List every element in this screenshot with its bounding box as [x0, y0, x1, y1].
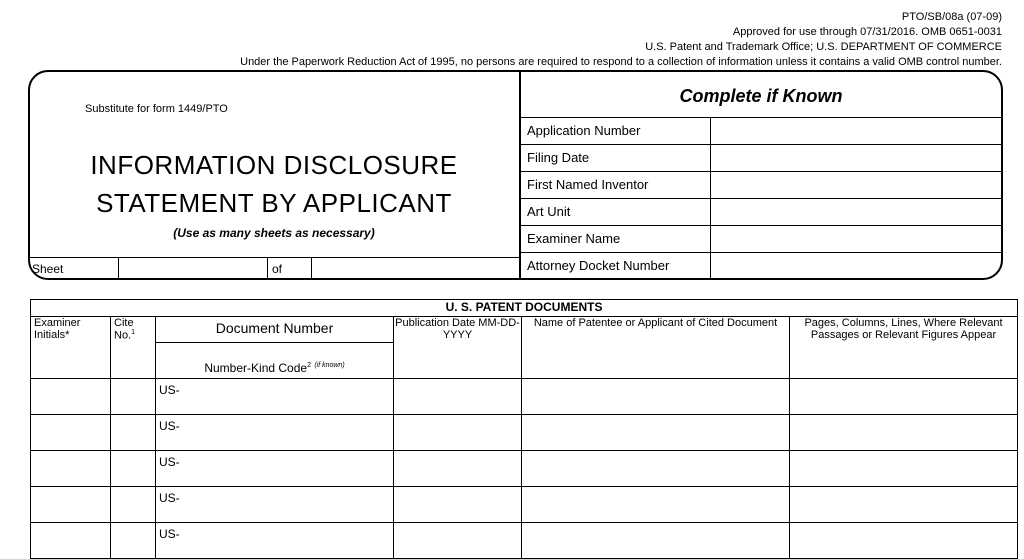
publication-date-cell[interactable] — [394, 523, 522, 559]
examiner-initials-cell[interactable] — [31, 487, 111, 523]
col-cite-no: Cite No.$^1$ — [111, 317, 156, 379]
table-caption: U. S. PATENT DOCUMENTS — [31, 300, 1018, 317]
patentee-cell[interactable] — [522, 523, 790, 559]
us-patent-documents-table — [30, 299, 1018, 559]
cite-no-cell[interactable] — [111, 523, 156, 559]
examiner-initials-cell[interactable] — [31, 523, 111, 559]
form-id: PTO/SB/08a (07-09) — [901, 11, 1002, 23]
form-title-line1: INFORMATION DISCLOSURE — [90, 150, 458, 180]
document-number-cell[interactable]: US- — [156, 451, 394, 487]
field-examiner-name[interactable] — [519, 225, 1003, 252]
paperwork-text: Under the Paperwork Reduction Act of 1995, no persons are required to respond to a collection of information unless it contains a valid OMB control number. — [240, 56, 1002, 68]
table-row — [31, 487, 1018, 523]
field-label: Examiner Name — [527, 231, 621, 246]
document-number-cell[interactable]: US- — [156, 415, 394, 451]
field-attorney-docket-number[interactable] — [519, 252, 1003, 279]
field-label: Attorney Docket Number — [527, 258, 670, 273]
document-number-cell[interactable]: US- — [156, 523, 394, 559]
col-examiner-initials: Examiner Initials* — [31, 317, 111, 379]
pages-cell[interactable] — [790, 379, 1018, 415]
sheet-number-field[interactable] — [118, 257, 268, 279]
examiner-initials-cell[interactable] — [31, 415, 111, 451]
publication-date-cell[interactable] — [394, 487, 522, 523]
examiner-initials-cell[interactable] — [31, 451, 111, 487]
of-label: of — [272, 262, 283, 276]
patentee-cell[interactable] — [522, 451, 790, 487]
table-row — [31, 523, 1018, 559]
publication-date-cell[interactable] — [394, 451, 522, 487]
pages-cell[interactable] — [790, 451, 1018, 487]
field-label: Art Unit — [527, 204, 571, 219]
col-pages-columns-lines: Pages, Columns, Lines, Where Relevant Passages or Relevant Figures Appear — [790, 317, 1018, 379]
publication-date-cell[interactable] — [394, 415, 522, 451]
patentee-cell[interactable] — [522, 415, 790, 451]
form-title-line2: STATEMENT BY APPLICANT — [96, 188, 452, 218]
substitute-label: Substitute for form 1449/PTO — [85, 103, 228, 115]
office-text: U.S. Patent and Trademark Office; U.S. DEPARTMENT OF COMMERCE — [645, 41, 1002, 53]
col-number-kind-code: Number-Kind Code$^2$ $^{(if known)}$ — [156, 343, 394, 379]
approval-text: Approved for use through 07/31/2016. OMB 0651-0031 — [732, 26, 1002, 38]
sheet-total-field[interactable] — [311, 257, 312, 279]
table-row — [31, 379, 1018, 415]
publication-date-cell[interactable] — [394, 379, 522, 415]
table-row — [31, 451, 1018, 487]
field-label: Filing Date — [527, 150, 590, 165]
cite-no-cell[interactable] — [111, 379, 156, 415]
pages-cell[interactable] — [790, 487, 1018, 523]
pages-cell[interactable] — [790, 523, 1018, 559]
pages-cell[interactable] — [790, 415, 1018, 451]
table-row — [31, 415, 1018, 451]
col-patentee: Name of Patentee or Applicant of Cited Document — [522, 317, 790, 379]
complete-if-known-title: Complete if Known — [679, 86, 843, 106]
examiner-initials-cell[interactable] — [31, 379, 111, 415]
use-sheets-note: (Use as many sheets as necessary) — [173, 226, 375, 240]
col-document-number: Document Number — [156, 317, 394, 343]
cite-no-cell[interactable] — [111, 487, 156, 523]
field-application-number[interactable] — [519, 117, 1003, 144]
document-number-cell[interactable]: US- — [156, 487, 394, 523]
field-filing-date[interactable] — [519, 144, 1003, 171]
document-number-cell[interactable]: US- — [156, 379, 394, 415]
cite-no-cell[interactable] — [111, 415, 156, 451]
patentee-cell[interactable] — [522, 487, 790, 523]
field-art-unit[interactable] — [519, 198, 1003, 225]
cite-no-cell[interactable] — [111, 451, 156, 487]
patentee-cell[interactable] — [522, 379, 790, 415]
col-publication-date: Publication Date MM-DD-YYYY — [394, 317, 522, 379]
field-label: First Named Inventor — [527, 177, 649, 192]
sheet-label: Sheet — [32, 262, 64, 276]
field-first-named-inventor[interactable] — [519, 171, 1003, 198]
field-label: Application Number — [527, 123, 641, 138]
